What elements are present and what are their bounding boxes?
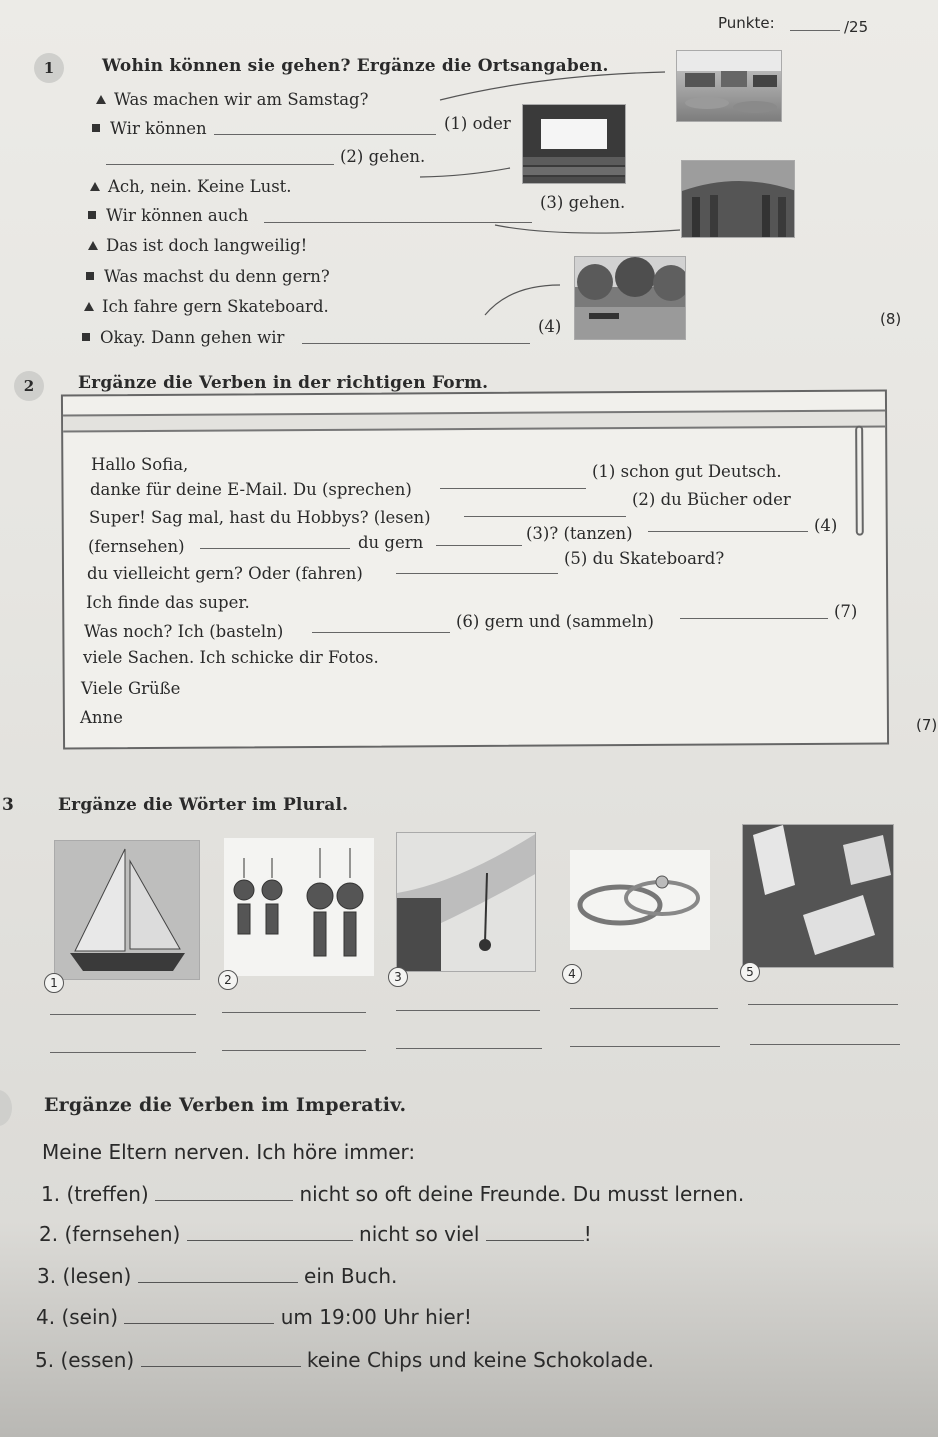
email-label-7: (7): [834, 602, 858, 621]
plural-blank-4a[interactable]: [570, 1008, 718, 1009]
ex1-line-4: Wir können auch: [88, 206, 248, 225]
ex2-blank-5[interactable]: [396, 573, 558, 574]
plural-blank-5a[interactable]: [748, 1004, 898, 1005]
scarves-photo-icon: [743, 825, 894, 968]
cafe-image: [676, 50, 782, 122]
points-label: Punkte:: [718, 14, 775, 32]
imperative-blank-2a[interactable]: [187, 1240, 353, 1241]
plural-blank-5b[interactable]: [750, 1044, 900, 1045]
email-line-6a: Was noch? Ich (basteln): [84, 622, 284, 641]
exercise-3-title: Ergänze die Wörter im Plural.: [58, 795, 349, 815]
email-closing: Viele Grüße: [81, 679, 181, 698]
imperative-blank-4[interactable]: [124, 1323, 274, 1324]
plural-blank-1b[interactable]: [50, 1052, 196, 1053]
sailboat-photo-icon: [55, 841, 200, 980]
imperative-item-2: 2. (fernsehen) nicht so viel !: [39, 1222, 592, 1246]
triangle-bullet-icon: [88, 241, 98, 250]
rings-image: [570, 850, 710, 950]
scarves-image: [742, 824, 894, 968]
library-photo-icon: [682, 161, 795, 238]
triangle-bullet-icon: [84, 302, 94, 311]
image-number-4: 4: [562, 964, 582, 984]
exercise-1-number: 1: [34, 53, 64, 83]
ex1-line-7: Ich fahre gern Skateboard.: [84, 297, 329, 316]
imperative-blank-3[interactable]: [138, 1282, 298, 1283]
points-total: /25: [844, 18, 869, 36]
ex1-score: (8): [880, 310, 902, 328]
image-number-1: 1: [44, 973, 64, 993]
plural-blank-3a[interactable]: [396, 1010, 540, 1011]
triangle-bullet-icon: [90, 182, 100, 191]
earrings-photo-icon: [224, 838, 374, 976]
library-image: [681, 160, 795, 238]
plural-blank-1a[interactable]: [50, 1014, 196, 1015]
square-bullet-icon: [88, 211, 96, 219]
email-line-1a: danke für deine E-Mail. Du (sprechen): [90, 480, 412, 499]
ex2-blank-1[interactable]: [440, 488, 586, 489]
park-image: [574, 256, 686, 340]
imperative-blank-5[interactable]: [141, 1366, 301, 1367]
ex1-line-8: Okay. Dann gehen wir: [82, 328, 284, 347]
image-number-3: 3: [388, 967, 408, 987]
exercise-3-number: 3: [2, 795, 15, 815]
email-greeting: Hallo Sofia,: [91, 455, 189, 474]
triangle-bullet-icon: [96, 95, 106, 104]
exercise-2-number: 2: [14, 371, 44, 401]
email-line-3b: du gern: [358, 533, 424, 552]
email-line-7: viele Sachen. Ich schicke dir Fotos.: [83, 648, 379, 667]
bracelets-photo-icon: [397, 833, 536, 972]
ex1-label-2: (2) gehen.: [340, 147, 426, 166]
imperative-item-4: 4. (sein) um 19:00 Uhr hier!: [36, 1305, 472, 1329]
exercise-1-title: Wohin können sie gehen? Ergänze die Ortsangaben.: [102, 56, 609, 76]
exercise-4-title: Ergänze die Verben im Imperativ.: [44, 1094, 407, 1116]
ex2-blank-7[interactable]: [680, 618, 828, 619]
email-line-2b: (2) du Bücher oder: [632, 490, 791, 509]
email-line-2a: Super! Sag mal, hast du Hobbys? (lesen): [89, 508, 431, 527]
email-line-3a: (fernsehen): [88, 537, 185, 556]
ex1-line-1: Was machen wir am Samstag?: [96, 90, 368, 109]
sailboat-image: [54, 840, 200, 980]
email-line-4b: (5) du Skateboard?: [564, 549, 725, 568]
imperative-blank-2b[interactable]: [486, 1240, 584, 1241]
plural-blank-3b[interactable]: [396, 1048, 542, 1049]
ex2-blank-2[interactable]: [464, 516, 626, 517]
imperative-item-3: 3. (lesen) ein Buch.: [37, 1264, 398, 1288]
imperative-item-5: 5. (essen) keine Chips und keine Schokolade.: [35, 1348, 654, 1372]
rings-photo-icon: [570, 850, 710, 950]
email-line-6b: (6) gern und (sammeln): [456, 612, 654, 631]
square-bullet-icon: [92, 124, 100, 132]
ex2-blank-3a[interactable]: [200, 548, 350, 549]
email-label-4: (4): [814, 516, 838, 535]
plural-blank-2b[interactable]: [222, 1050, 366, 1051]
ex1-blank-1[interactable]: [214, 134, 436, 135]
ex1-label-3: (3) gehen.: [540, 193, 626, 212]
email-scrollbar[interactable]: [855, 426, 864, 536]
email-line-3c: (3)? (tanzen): [526, 524, 633, 543]
exercise-4-intro: Meine Eltern nerven. Ich höre immer:: [42, 1140, 416, 1164]
ex2-blank-6[interactable]: [312, 632, 450, 633]
ex2-blank-4[interactable]: [648, 531, 808, 532]
ex1-label-4: (4): [538, 317, 562, 336]
email-line-1b: (1) schon gut Deutsch.: [592, 462, 782, 481]
exercise-2-title: Ergänze die Verben in der richtigen Form.: [78, 373, 489, 393]
ex1-line-2: Wir können: [92, 119, 207, 138]
cafe-photo-icon: [677, 51, 782, 122]
email-line-5: Ich finde das super.: [86, 593, 250, 612]
image-number-2: 2: [218, 970, 238, 990]
ex2-score: (7): [916, 716, 938, 734]
email-toolbar: [63, 409, 885, 432]
square-bullet-icon: [82, 333, 90, 341]
cinema-image: [522, 104, 626, 184]
cinema-photo-icon: [523, 105, 626, 184]
points-blank[interactable]: [790, 30, 840, 31]
earrings-image: [224, 838, 374, 976]
plural-blank-4b[interactable]: [570, 1046, 720, 1047]
email-line-4a: du vielleicht gern? Oder (fahren): [87, 564, 363, 583]
email-signature: Anne: [80, 708, 123, 727]
ex1-line-6: Was machst du denn gern?: [86, 267, 330, 286]
ex1-blank-2[interactable]: [106, 164, 334, 165]
exercise-4-number-circle: [0, 1090, 12, 1126]
imperative-blank-1[interactable]: [155, 1200, 293, 1201]
ex2-blank-3b[interactable]: [436, 545, 522, 546]
ex1-line-3: Ach, nein. Keine Lust.: [90, 177, 292, 196]
bracelets-image: [396, 832, 536, 972]
image-number-5: 5: [740, 962, 760, 982]
ex1-label-1: (1) oder: [444, 114, 511, 133]
square-bullet-icon: [86, 272, 94, 280]
plural-blank-2a[interactable]: [222, 1012, 366, 1013]
park-photo-icon: [575, 257, 686, 340]
imperative-item-1: 1. (treffen) nicht so oft deine Freunde. Du musst lernen.: [41, 1182, 745, 1206]
ex1-line-5: Das ist doch langweilig!: [88, 236, 307, 255]
